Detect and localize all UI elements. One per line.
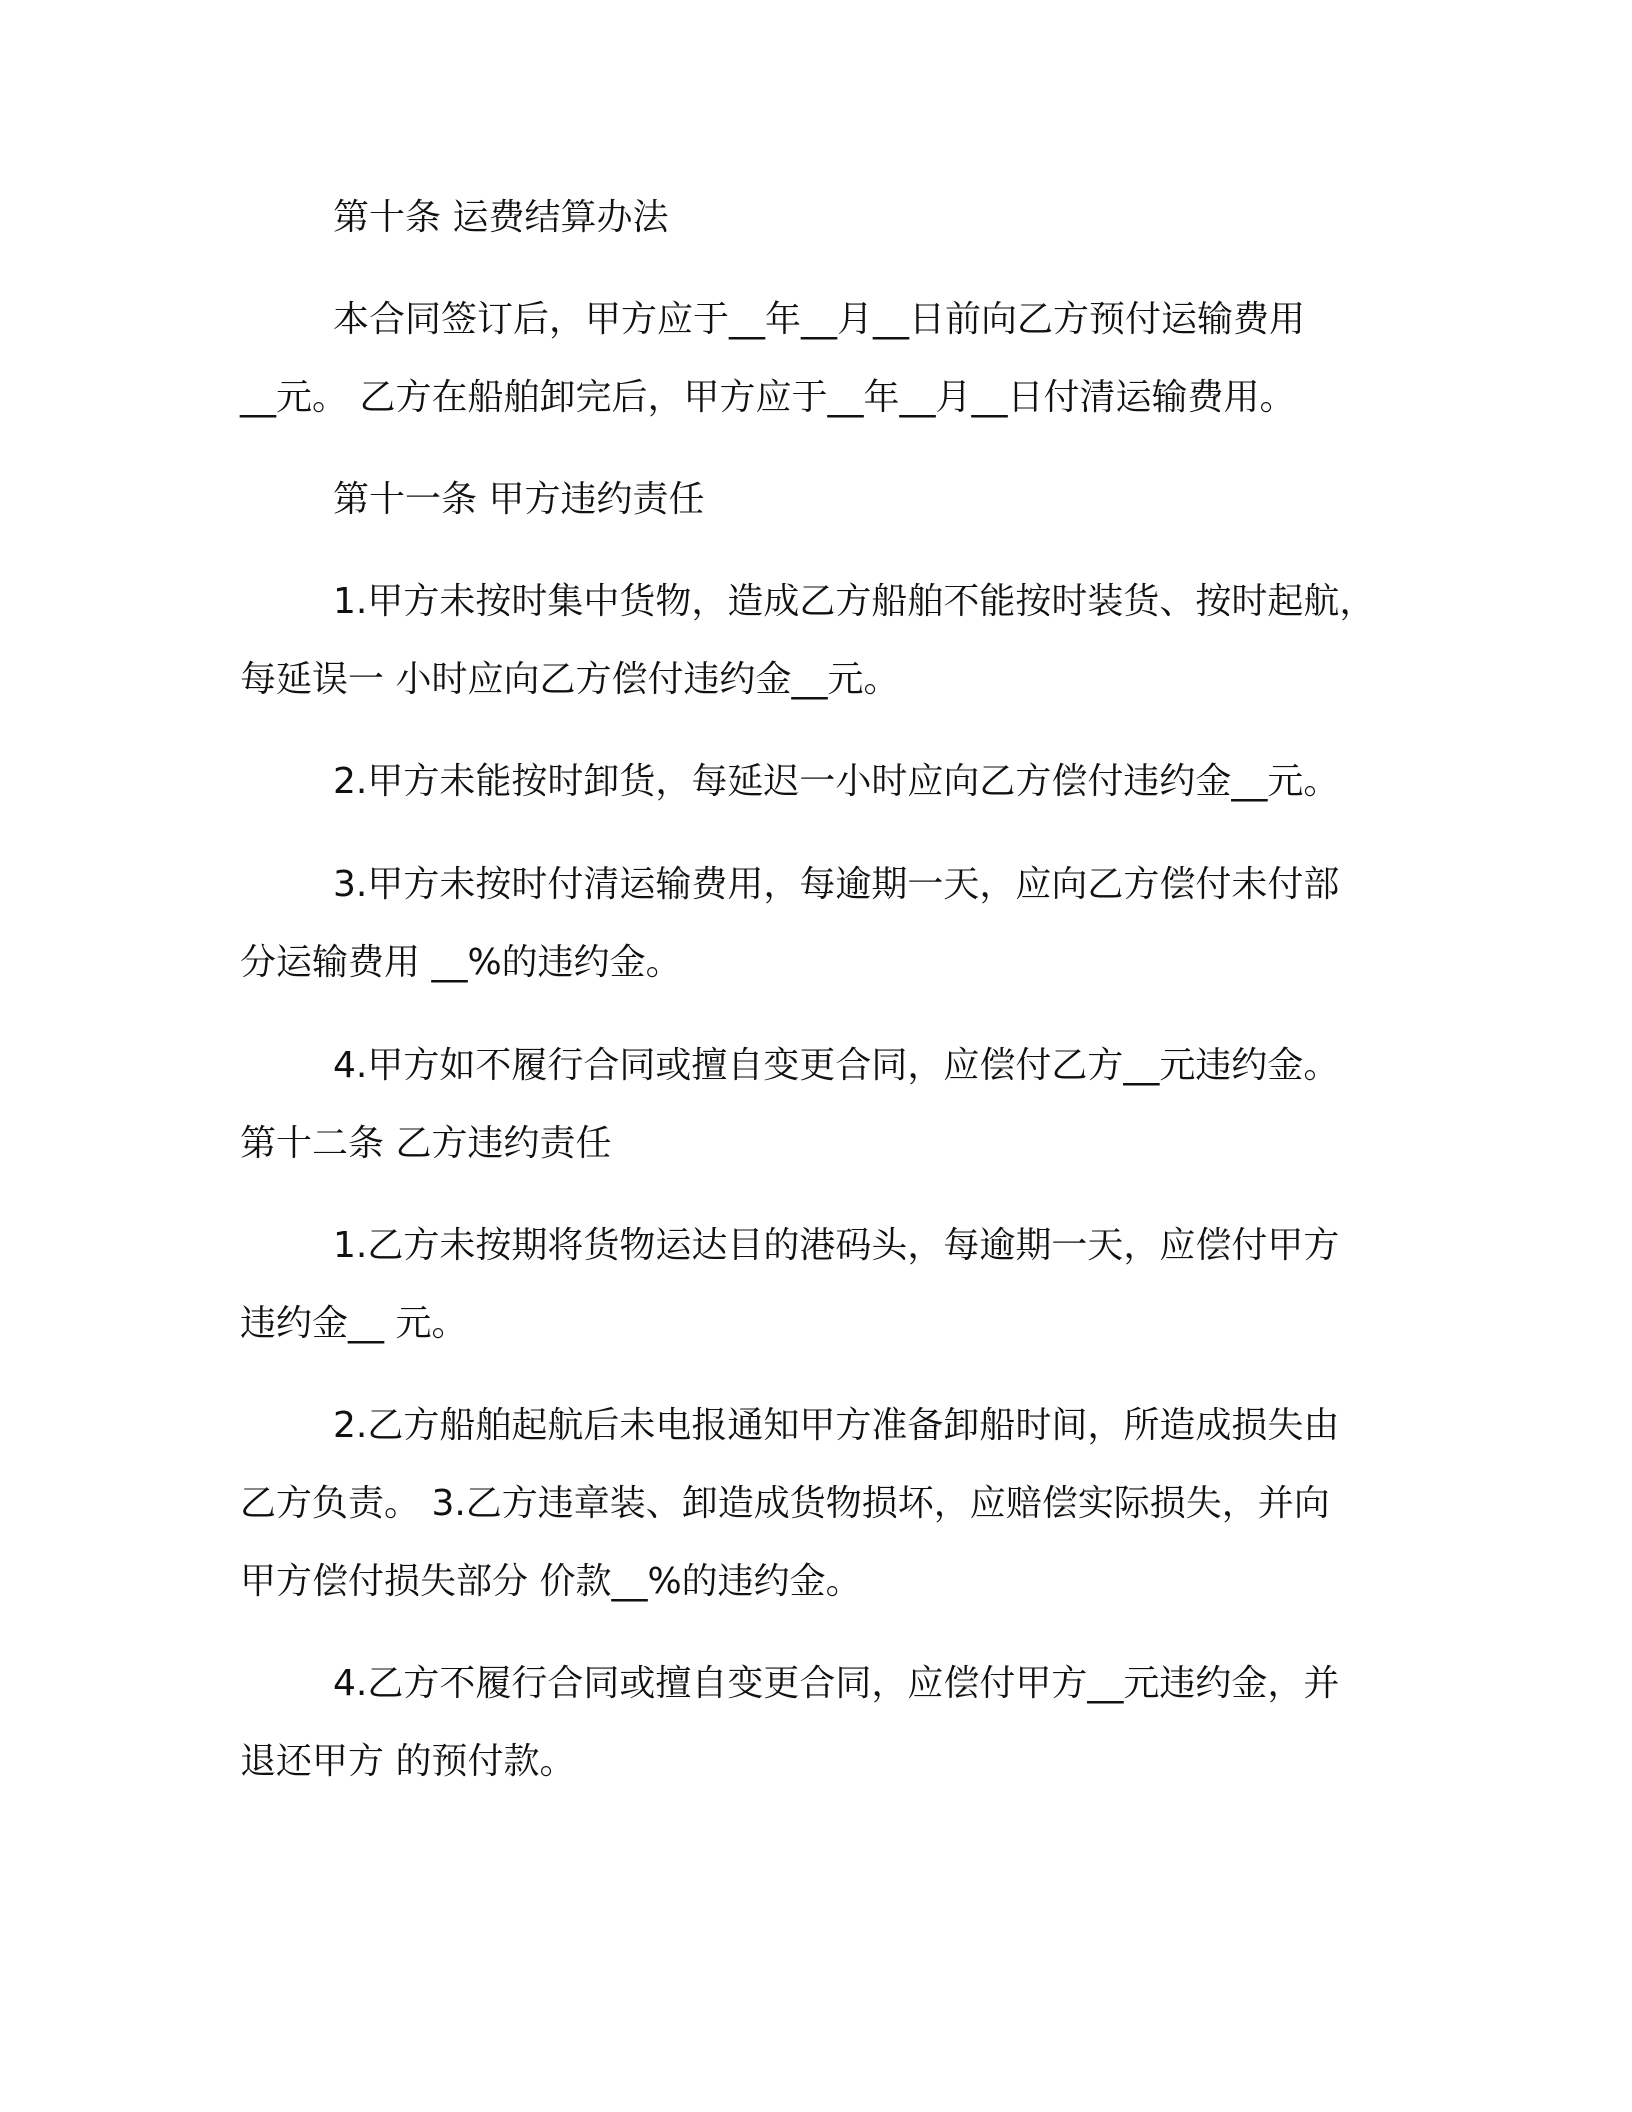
article-12-heading: 第十二条 乙方违约责任 bbox=[240, 1123, 612, 1164]
article-11-item-2: 2.甲方未能按时卸货，每延迟一小时应向乙方偿付违约金__元。 bbox=[333, 761, 1340, 802]
article-12-item-1-line-2: 违约金__ 元。 bbox=[240, 1303, 468, 1344]
article-12-item-1-line-1: 1.乙方未按期将货物运达目的港码头，每逾期一天，应偿付甲方 bbox=[333, 1225, 1340, 1266]
article-11-item-4: 4.甲方如不履行合同或擅自变更合同，应偿付乙方__元违约金。 bbox=[333, 1045, 1340, 1086]
article-11-item-3-line-1: 3.甲方未按时付清运输费用，每逾期一天，应向乙方偿付未付部 bbox=[333, 864, 1340, 905]
article-10-text-line-2: __元。 乙方在船舶卸完后，甲方应于__年__月__日付清运输费用。 bbox=[240, 377, 1296, 418]
article-11-item-1-line-1: 1.甲方未按时集中货物，造成乙方船舶不能按时装货、按时起航， bbox=[333, 581, 1376, 622]
article-12-item-4-line-2: 退还甲方 的预付款。 bbox=[240, 1741, 576, 1782]
article-12-item-2-line-1: 2.乙方船舶起航后未电报通知甲方准备卸船时间，所造成损失由 bbox=[333, 1405, 1340, 1446]
article-10-text-line-1: 本合同签订后，甲方应于__年__月__日前向乙方预付运输费用 bbox=[333, 299, 1306, 340]
article-11-item-3-line-2: 分运输费用 __%的违约金。 bbox=[240, 942, 682, 983]
article-10-heading: 第十条 运费结算办法 bbox=[333, 197, 669, 238]
article-11-item-1-line-2: 每延误一 小时应向乙方偿付违约金__元。 bbox=[240, 659, 900, 700]
article-11-heading: 第十一条 甲方违约责任 bbox=[333, 479, 705, 520]
article-12-item-4-line-1: 4.乙方不履行合同或擅自变更合同，应偿付甲方__元违约金，并 bbox=[333, 1663, 1340, 1704]
article-12-item-3-line-2: 甲方偿付损失部分 价款__%的违约金。 bbox=[240, 1561, 862, 1602]
article-12-item-2-line-2: 乙方负责。 3.乙方违章装、卸造成货物损坏，应赔偿实际损失，并向 bbox=[240, 1483, 1330, 1524]
